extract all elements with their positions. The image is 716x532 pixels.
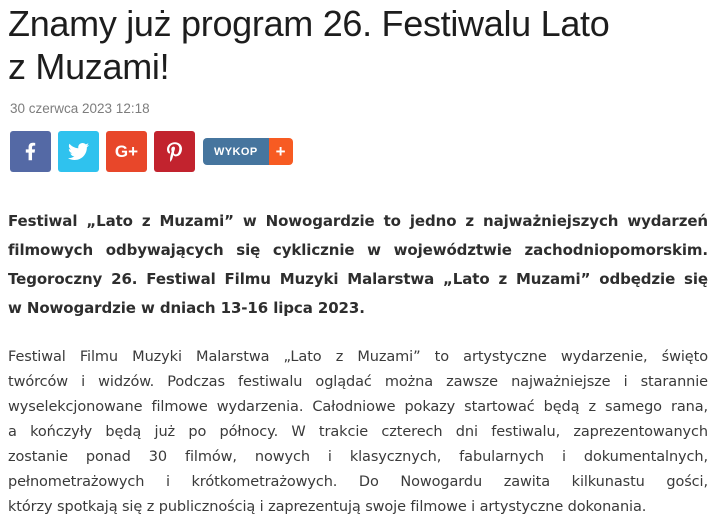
body-line: którzy spotkają się z publicznością i zaprezentują swoje filmowe i artystyczne dokonania.: [8, 499, 647, 515]
pinterest-share-button[interactable]: [154, 131, 195, 172]
page-title: [8, 2, 708, 88]
lead-line: Tegoroczny 26. Festiwal Filmu Muzyki Malarstwa „Lato z Muzami” odbędzie się: [8, 270, 708, 288]
publish-date: 30 czerwca 2023 12:18: [10, 101, 150, 116]
lead-line: filmowych odbywających się cyklicznie w województwie zachodniopomorskim.: [8, 241, 708, 259]
googleplus-share-button[interactable]: [106, 131, 147, 172]
wykop-plus-icon[interactable]: +: [269, 138, 293, 165]
wykop-label[interactable]: WYKOP: [203, 138, 269, 165]
body-line: twórców i widzów. Podczas festiwalu oglądać można zawsze najważniejsze i starannie: [8, 374, 708, 390]
lead-line: Festiwal „Lato z Muzami” w Nowogardzie to jedno z najważniejszych wydarzeń: [8, 212, 708, 230]
title-line-1: Znamy już program 26. Festiwalu Lato: [8, 3, 610, 44]
body-line: Festiwal Filmu Muzyki Malarstwa „Lato z Muzami” to artystyczne wydarzenie, święto: [8, 349, 708, 365]
body-line: pełnometrażowych i krótkometrażowych. Do Nowogardu zawita kilkunastu gości,: [8, 474, 708, 490]
googleplus-icon: G+: [114, 141, 139, 161]
facebook-icon: [25, 141, 36, 162]
body-line: wyselekcjonowane filmowe wydarzenia. Całodniowe pokazy startować będą z samego rana,: [8, 399, 708, 415]
body-line: zostanie ponad 30 filmów, nowych i klasycznych, fabularnych i dokumentalnych,: [8, 449, 708, 465]
article-body: [8, 345, 708, 520]
twitter-icon: [68, 141, 89, 162]
social-share-bar: [10, 131, 708, 172]
lead-line: w Nowogardzie w dniach 13-16 lipca 2023.: [8, 299, 365, 317]
article-lead: [8, 207, 708, 323]
title-line-2: z Muzami!: [8, 46, 170, 87]
pinterest-icon: [167, 142, 182, 162]
facebook-share-button[interactable]: [10, 131, 51, 172]
body-line: a kończyły będą już po północy. W trakcie czterech dni festiwalu, zaprezentowanych: [8, 424, 708, 440]
wykop-share-widget[interactable]: [203, 138, 293, 165]
twitter-share-button[interactable]: [58, 131, 99, 172]
